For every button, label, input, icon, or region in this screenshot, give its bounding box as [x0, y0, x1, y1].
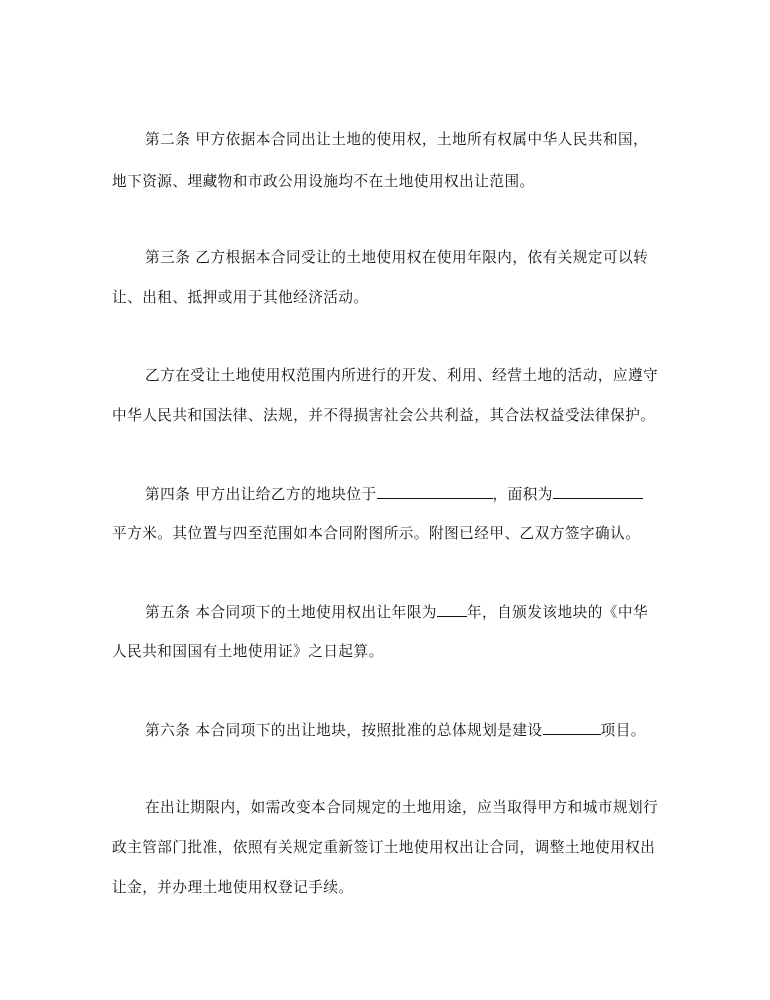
article-5-line-1 — [145, 602, 648, 623]
change-paragraph-line-3: 让金，并办理土地使用权登记手续。 — [112, 879, 354, 896]
project-blank — [543, 720, 601, 735]
article-3-line-1: 第三条 乙方根据本合同受让的土地使用权在使用年限内，依有关规定可以转 — [145, 249, 649, 266]
rights-paragraph-line-2: 中华人民共和国法律、法规，并不得损害社会公共利益，其合法权益受法律保护。 — [112, 407, 656, 424]
change-paragraph-line-2: 政主管部门批准，依照有关规定重新签订土地使用权出让合同，调整土地使用权出 — [112, 839, 656, 856]
article-2-line-1: 第二条 甲方依据本合同出让土地的使用权，土地所有权属中华人民共和国， — [145, 131, 649, 148]
article-4-line-2: 平方米。其位置与四至范围如本合同附图所示。附图已经甲、乙双方签字确认。 — [112, 525, 641, 542]
article-5-text-a: 第五条 本合同项下的土地使用权出让年限为 — [145, 604, 437, 621]
article-4-line-1 — [145, 484, 643, 505]
article-3-line-2: 让、出租、抵押或用于其他经济活动。 — [112, 289, 369, 306]
article-6-text-a: 第六条 本合同项下的出让地块，按照批准的总体规划是建设 — [145, 722, 543, 739]
rights-paragraph-line-1: 乙方在受让土地使用权范围内所进行的开发、利用、经营土地的活动，应遵守 — [145, 367, 659, 384]
term-years-blank — [437, 602, 467, 617]
area-blank — [553, 484, 643, 499]
article-6-line-1 — [145, 720, 646, 741]
article-2-line-2: 地下资源、埋藏物和市政公用设施均不在土地使用权出让范围。 — [112, 173, 535, 190]
article-5-line-2: 人民共和国国有土地使用证》之日起算。 — [112, 643, 384, 660]
article-5-text-b: 年，自颁发该地块的《中华 — [466, 604, 649, 621]
article-6-text-b: 项目。 — [600, 722, 646, 739]
article-4-text-b: ，面积为 — [492, 486, 553, 503]
article-4-text-a: 第四条 甲方出让给乙方的地块位于 — [145, 486, 377, 503]
location-blank — [377, 484, 493, 499]
change-paragraph-line-1: 在出让期限内，如需改变本合同规定的土地用途，应当取得甲方和城市规划行 — [145, 799, 659, 816]
